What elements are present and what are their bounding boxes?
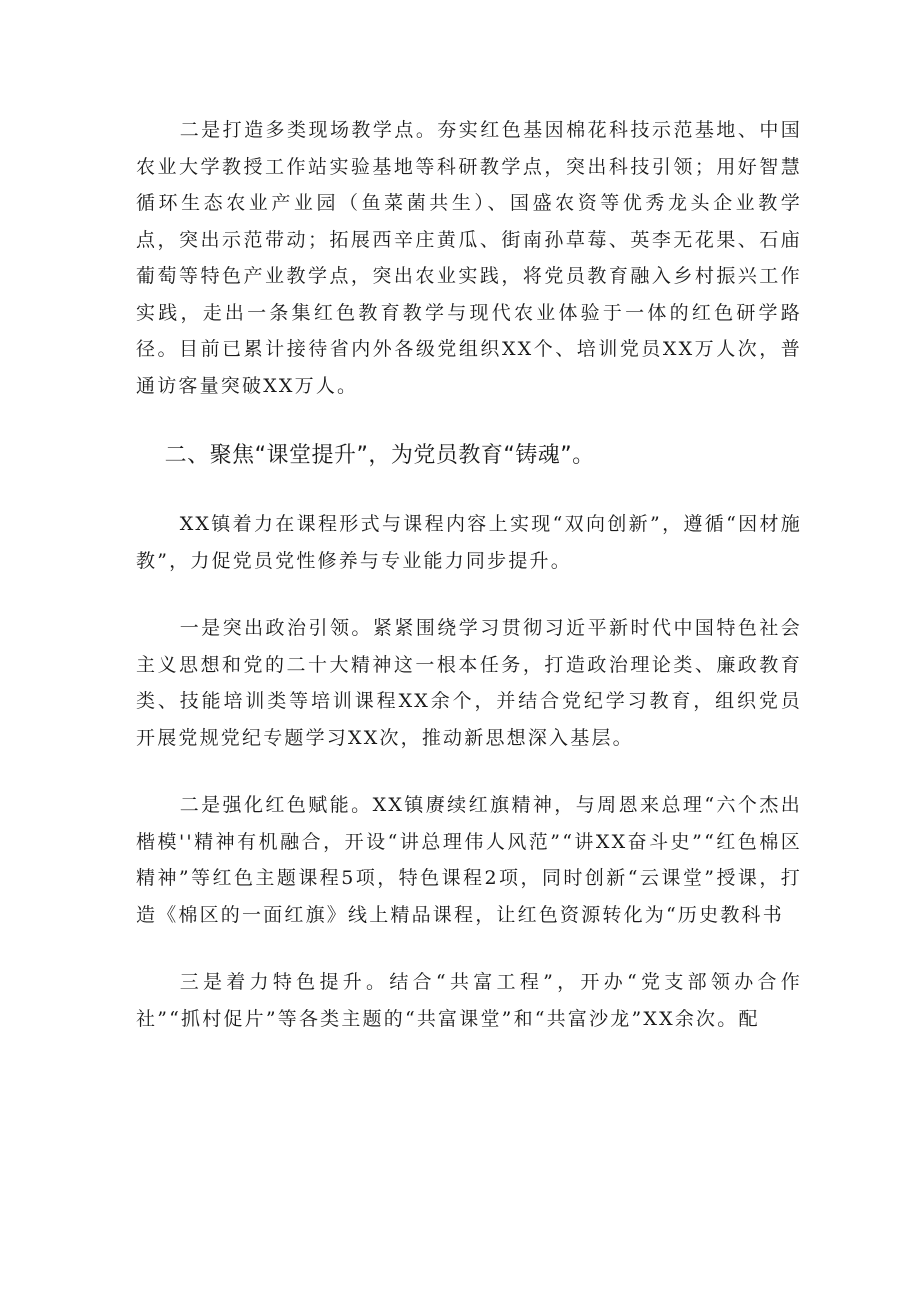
section-heading: 二、聚焦“课堂提升”，为党员教育“铸魂”。 bbox=[164, 443, 595, 468]
paragraph-teaching-points: 二是打造多类现场教学点。夯实红色基因棉花科技示范基地、中国农业大学教授工作站实验基地等科研教学点，突出科技引领；用好智慧循环生态农业产业园（鱼菜菌共生）、国盛农资等优秀龙头企业教学点，突出示范带动；拓展西辛庄黄瓜、街南孙草莓、英李无花果、石庙葡萄等特色产业教学点，突出农业实践，将党员教育融入乡村振兴工作实践，走出一条集红色教育教学与现代农业体验于一体的红色研学路径。目前已累计接待省内外各级党组织XX个、培训党员XX万人次，普通访客量突破XX万人。 bbox=[136, 119, 802, 397]
paragraph-feature-improvement: 三是着力特色提升。结合“共富工程”，开办“党支部领办合作社”“抓村促片”等各类主题的“共富课堂”和“共富沙龙”XX余次。配 bbox=[136, 971, 802, 1030]
paragraph-red-empowerment: 二是强化红色赋能。XX镇赓续红旗精神，与周恩来总理“六个杰出楷模''精神有机融合，开设“讲总理伟人风范”“讲XX奋斗史”“红色棉区精神”等红色主题课程5项，特色课程2项，同时创新“云课堂”授课，打造《棉区的一面红旗》线上精品课程，让红色资源转化为“历史教科书 bbox=[136, 794, 802, 926]
paragraph-intro: XX镇着力在课程形式与课程内容上实现“双向创新”，遵循“因材施教”，力促党员党性修养与专业能力同步提升。 bbox=[136, 513, 802, 572]
paragraph-political-guidance: 一是突出政治引领。紧紧围绕学习贯彻习近平新时代中国特色社会主义思想和党的二十大精神这一根本任务，打造政治理论类、廉政教育类、技能培训类等培训课程XX余个，并结合党纪学习教育，组织党员开展党规党纪专题学习XX次，推动新思想深入基层。 bbox=[136, 617, 802, 749]
